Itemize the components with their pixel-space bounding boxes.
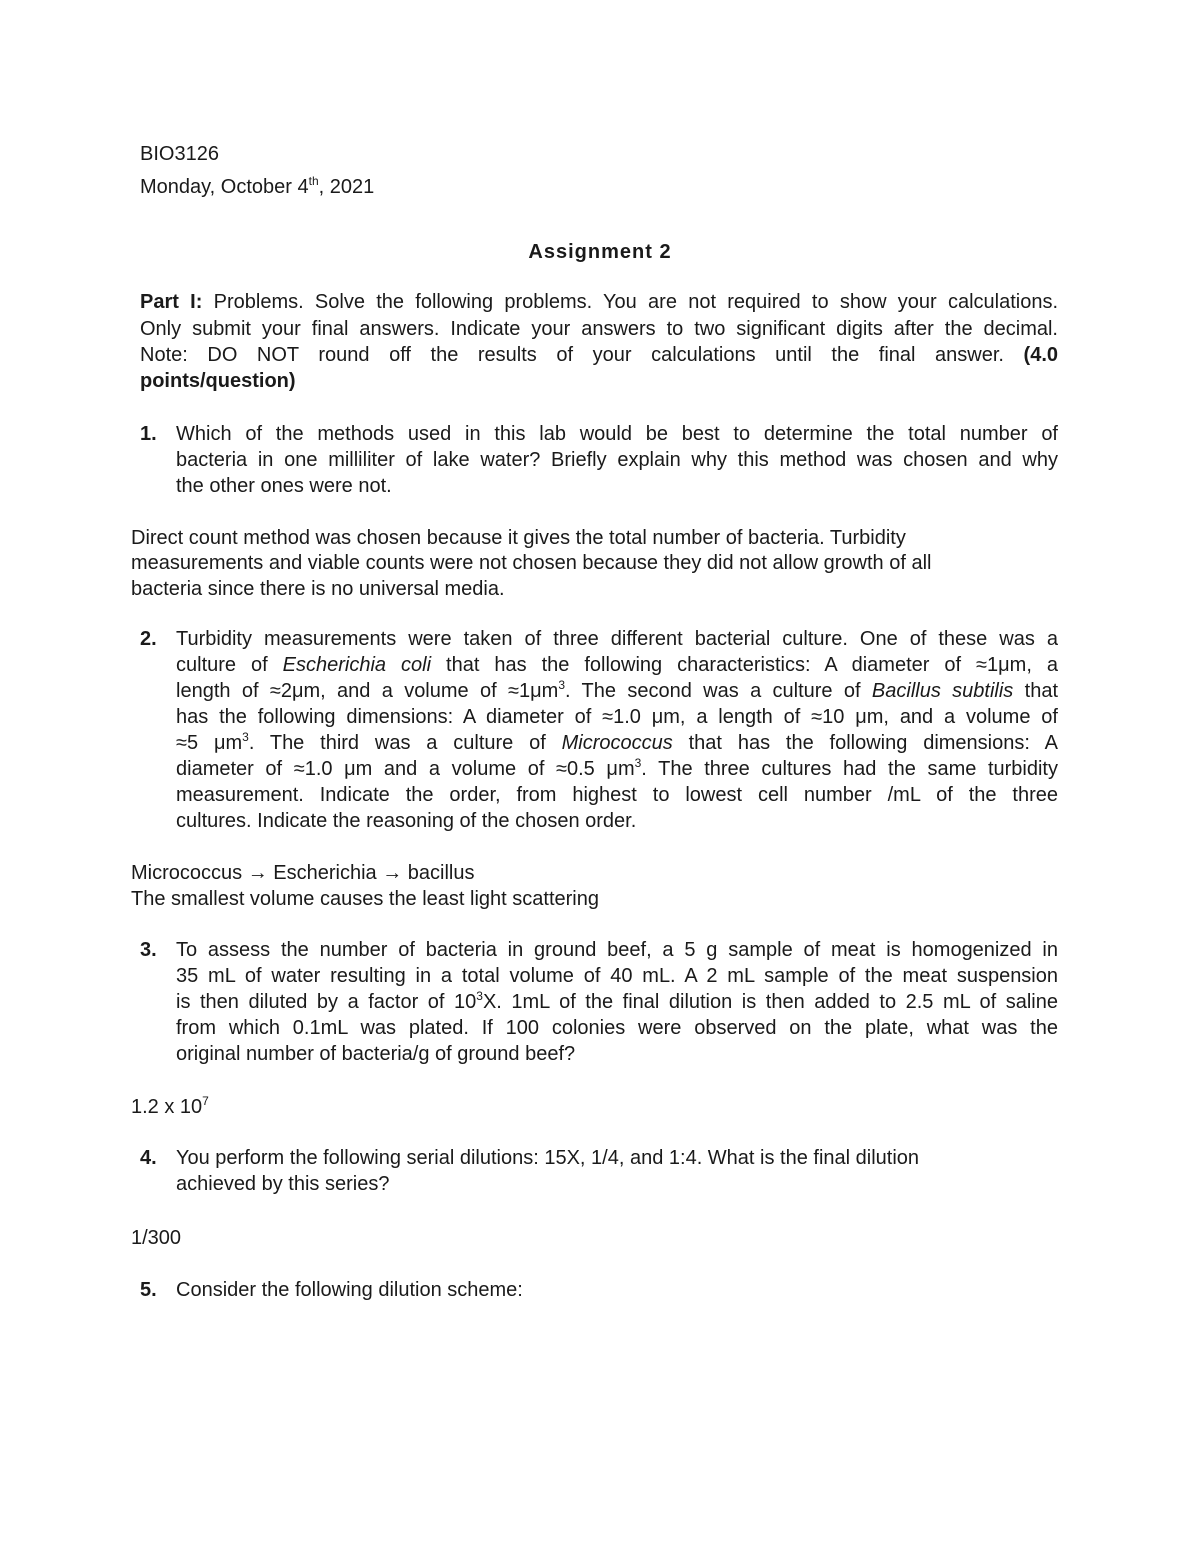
answer-3 [131,1094,209,1120]
species-micrococcus: Micrococcus [561,732,673,754]
species-e-coli: Escherichia coli [282,654,432,676]
q2-text: that has the following dimensions: A [672,732,1058,754]
q2-text: . The three cultures had the same turbidity [641,758,1058,780]
q2-text: that [1013,680,1059,702]
course-code: BIO3126 [140,143,219,165]
q2-text: diameter of ≈1.0 μm and a volume of ≈0.5 μm [176,758,635,780]
q3-line: from which 0.1mL was plated. If 100 colonies were observed on the plate, what was the [176,1017,1058,1039]
order-item-2: Escherichia [273,862,377,884]
intro-text-1: Problems. Solve the following problems. You are not required to show your calculations. [202,291,1059,313]
date-suffix: , 2021 [318,176,375,198]
q1-line: the other ones were not. [176,475,392,497]
answer-1-line-2: measurements and viable counts were not chosen because they did not allow growth of all [131,552,932,574]
q2-text: ≈5 μm [176,732,243,754]
date-prefix: Monday, October 4 [140,176,309,198]
q2-line [176,756,1058,782]
answer-4: 1/300 [131,1227,182,1249]
answer-1-line-1: Direct count method was chosen because it gives the total number of bacteria. Turbidity [131,527,906,549]
intro-line-3 [140,342,1058,368]
question-1-text [176,421,1058,499]
q2-line: cultures. Indicate the reasoning of the chosen order. [176,810,637,832]
points-label-a: (4.0 [1023,344,1059,366]
question-4-line-1: You perform the following serial dilutions: 15X, 1/4, and 1:4. What is the final dilution [176,1147,920,1169]
q2-text: . The third was a culture of [248,732,562,754]
answer-3-base: 1.2 x 10 [131,1096,203,1118]
q1-line: bacteria in one milliliter of lake water? Briefly explain why this method was chosen and why [176,449,1058,471]
q3-text: is then diluted by a factor of 10 [176,991,477,1013]
species-b-subtilis: Bacillus subtilis [871,680,1014,702]
q3-line: 35 mL of water resulting in a total volume of 40 mL. A 2 mL sample of the meat suspension [176,965,1058,987]
q2-text: culture of [176,654,283,676]
intro-line-1 [140,289,1058,315]
answer-2-reason: The smallest volume causes the least light scattering [131,888,599,910]
q3-text: X. 1mL of the final dilution is then added to 2.5 mL of saline [482,991,1058,1013]
q2-line [176,730,1058,756]
q2-text: that has the following characteristics: A diameter of ≈1μm, a [431,654,1058,676]
question-1-number: 1. [140,423,157,445]
answer-3-exponent: 7 [202,1094,209,1108]
date-line [140,174,374,200]
question-5-number: 5. [140,1279,157,1301]
intro-line-2: Only submit your final answers. Indicate your answers to two significant digits after the decimal. [140,318,1058,340]
question-4-line-2: achieved by this series? [176,1173,390,1195]
superscript: 3 [634,756,642,770]
q2-line: measurement. Indicate the order, from highest to lowest cell number /mL of the three [176,784,1058,806]
q3-line: To assess the number of bacteria in ground beef, a 5 g sample of meat is homogenized in [176,939,1058,961]
q2-text: length of ≈2μm, and a volume of ≈1μm [176,680,559,702]
q2-line [176,678,1058,704]
question-4-number: 4. [140,1147,157,1169]
points-label-b: points/question) [140,370,296,392]
q3-line [176,989,1058,1015]
arrow-right-icon: → [247,862,268,884]
order-item-1: Micrococcus [131,862,243,884]
q1-line: Which of the methods used in this lab would be best to determine the total number of [176,423,1058,445]
question-3-number: 3. [140,939,157,961]
q2-line [176,652,1058,678]
superscript: 3 [558,678,565,692]
answer-2-order [131,860,474,886]
question-2-text [176,626,1058,834]
question-2-number: 2. [140,628,157,650]
superscript: 3 [242,730,249,744]
page-title: Assignment 2 [528,241,672,263]
question-3-text [176,937,1058,1067]
q2-line: has the following dimensions: A diameter of ≈1.0 μm, a length of ≈10 μm, and a volume of [176,706,1058,728]
q3-line: original number of bacteria/g of ground beef? [176,1043,576,1065]
part-label: Part I: [140,291,203,313]
question-5-line-1: Consider the following dilution scheme: [176,1279,523,1301]
arrow-right-icon: → [382,862,403,884]
date-ordinal: th [308,174,319,188]
order-item-3: bacillus [407,862,475,884]
answer-1-line-3: bacteria since there is no universal media. [131,578,505,600]
superscript: 3 [476,989,483,1003]
intro-note: Note: DO NOT round off the results of your calculations until the final answer. [140,344,1004,366]
q2-line: Turbidity measurements were taken of three different bacterial culture. One of these was a [176,628,1058,650]
q2-text: . The second was a culture of [565,680,872,702]
